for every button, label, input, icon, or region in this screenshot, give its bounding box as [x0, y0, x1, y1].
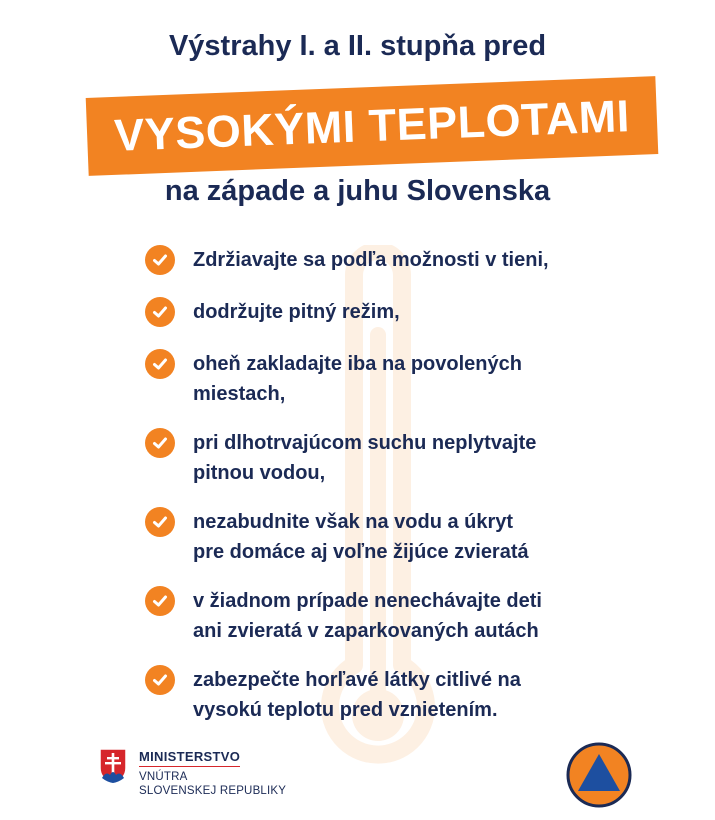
tip-text: Zdržiavajte sa podľa možnosti v tieni, [193, 249, 549, 271]
ministry-line-1: MINISTERSTVO [139, 749, 240, 767]
list-item [145, 297, 625, 327]
checkmark-icon [145, 297, 175, 327]
tip-text: dodržujte pitný režim, [193, 301, 400, 323]
ministry-text [139, 748, 286, 798]
checkmark-icon [145, 507, 175, 537]
tip-text: zabezpečte horľavé látky citlivé na vysokú teplotu pred vznietením. [193, 669, 521, 721]
ministry-line-2: VNÚTRA [139, 771, 188, 783]
headline-banner [86, 76, 659, 176]
tip-text: v žiadnom prípade nenechávajte deti ani zvieratá v zaparkovaných autách [193, 590, 542, 642]
headline-bottom: na západe a juhu Slovenska [164, 175, 551, 207]
checkmark-icon [145, 428, 175, 458]
list-item [145, 349, 625, 409]
checkmark-icon [145, 586, 175, 616]
banner-text: VYSOKÝMI TEPLOTAMI [113, 90, 631, 161]
list-item [145, 428, 625, 488]
tip-text: oheň zakladajte iba na povolených miestach, [193, 353, 522, 405]
list-item [145, 245, 625, 275]
headline-top: Výstrahy I. a II. stupňa pred [168, 30, 547, 62]
list-item [145, 586, 625, 646]
checkmark-icon [145, 665, 175, 695]
tip-text: nezabudnite však na vodu a úkryt pre domáce aj voľne žijúce zvieratá [193, 511, 529, 563]
list-item [145, 507, 625, 567]
civil-defence-triangle-icon [566, 742, 632, 808]
slovak-coat-of-arms-icon [99, 748, 127, 784]
checkmark-icon [145, 349, 175, 379]
ministry-line-3: SLOVENSKEJ REPUBLIKY [139, 785, 287, 797]
tip-text: pri dlhotrvajúcom suchu neplytvajte pitnou vodou, [193, 432, 537, 484]
ministry-logo [99, 748, 286, 798]
list-item [145, 665, 625, 725]
checkmark-icon [145, 245, 175, 275]
